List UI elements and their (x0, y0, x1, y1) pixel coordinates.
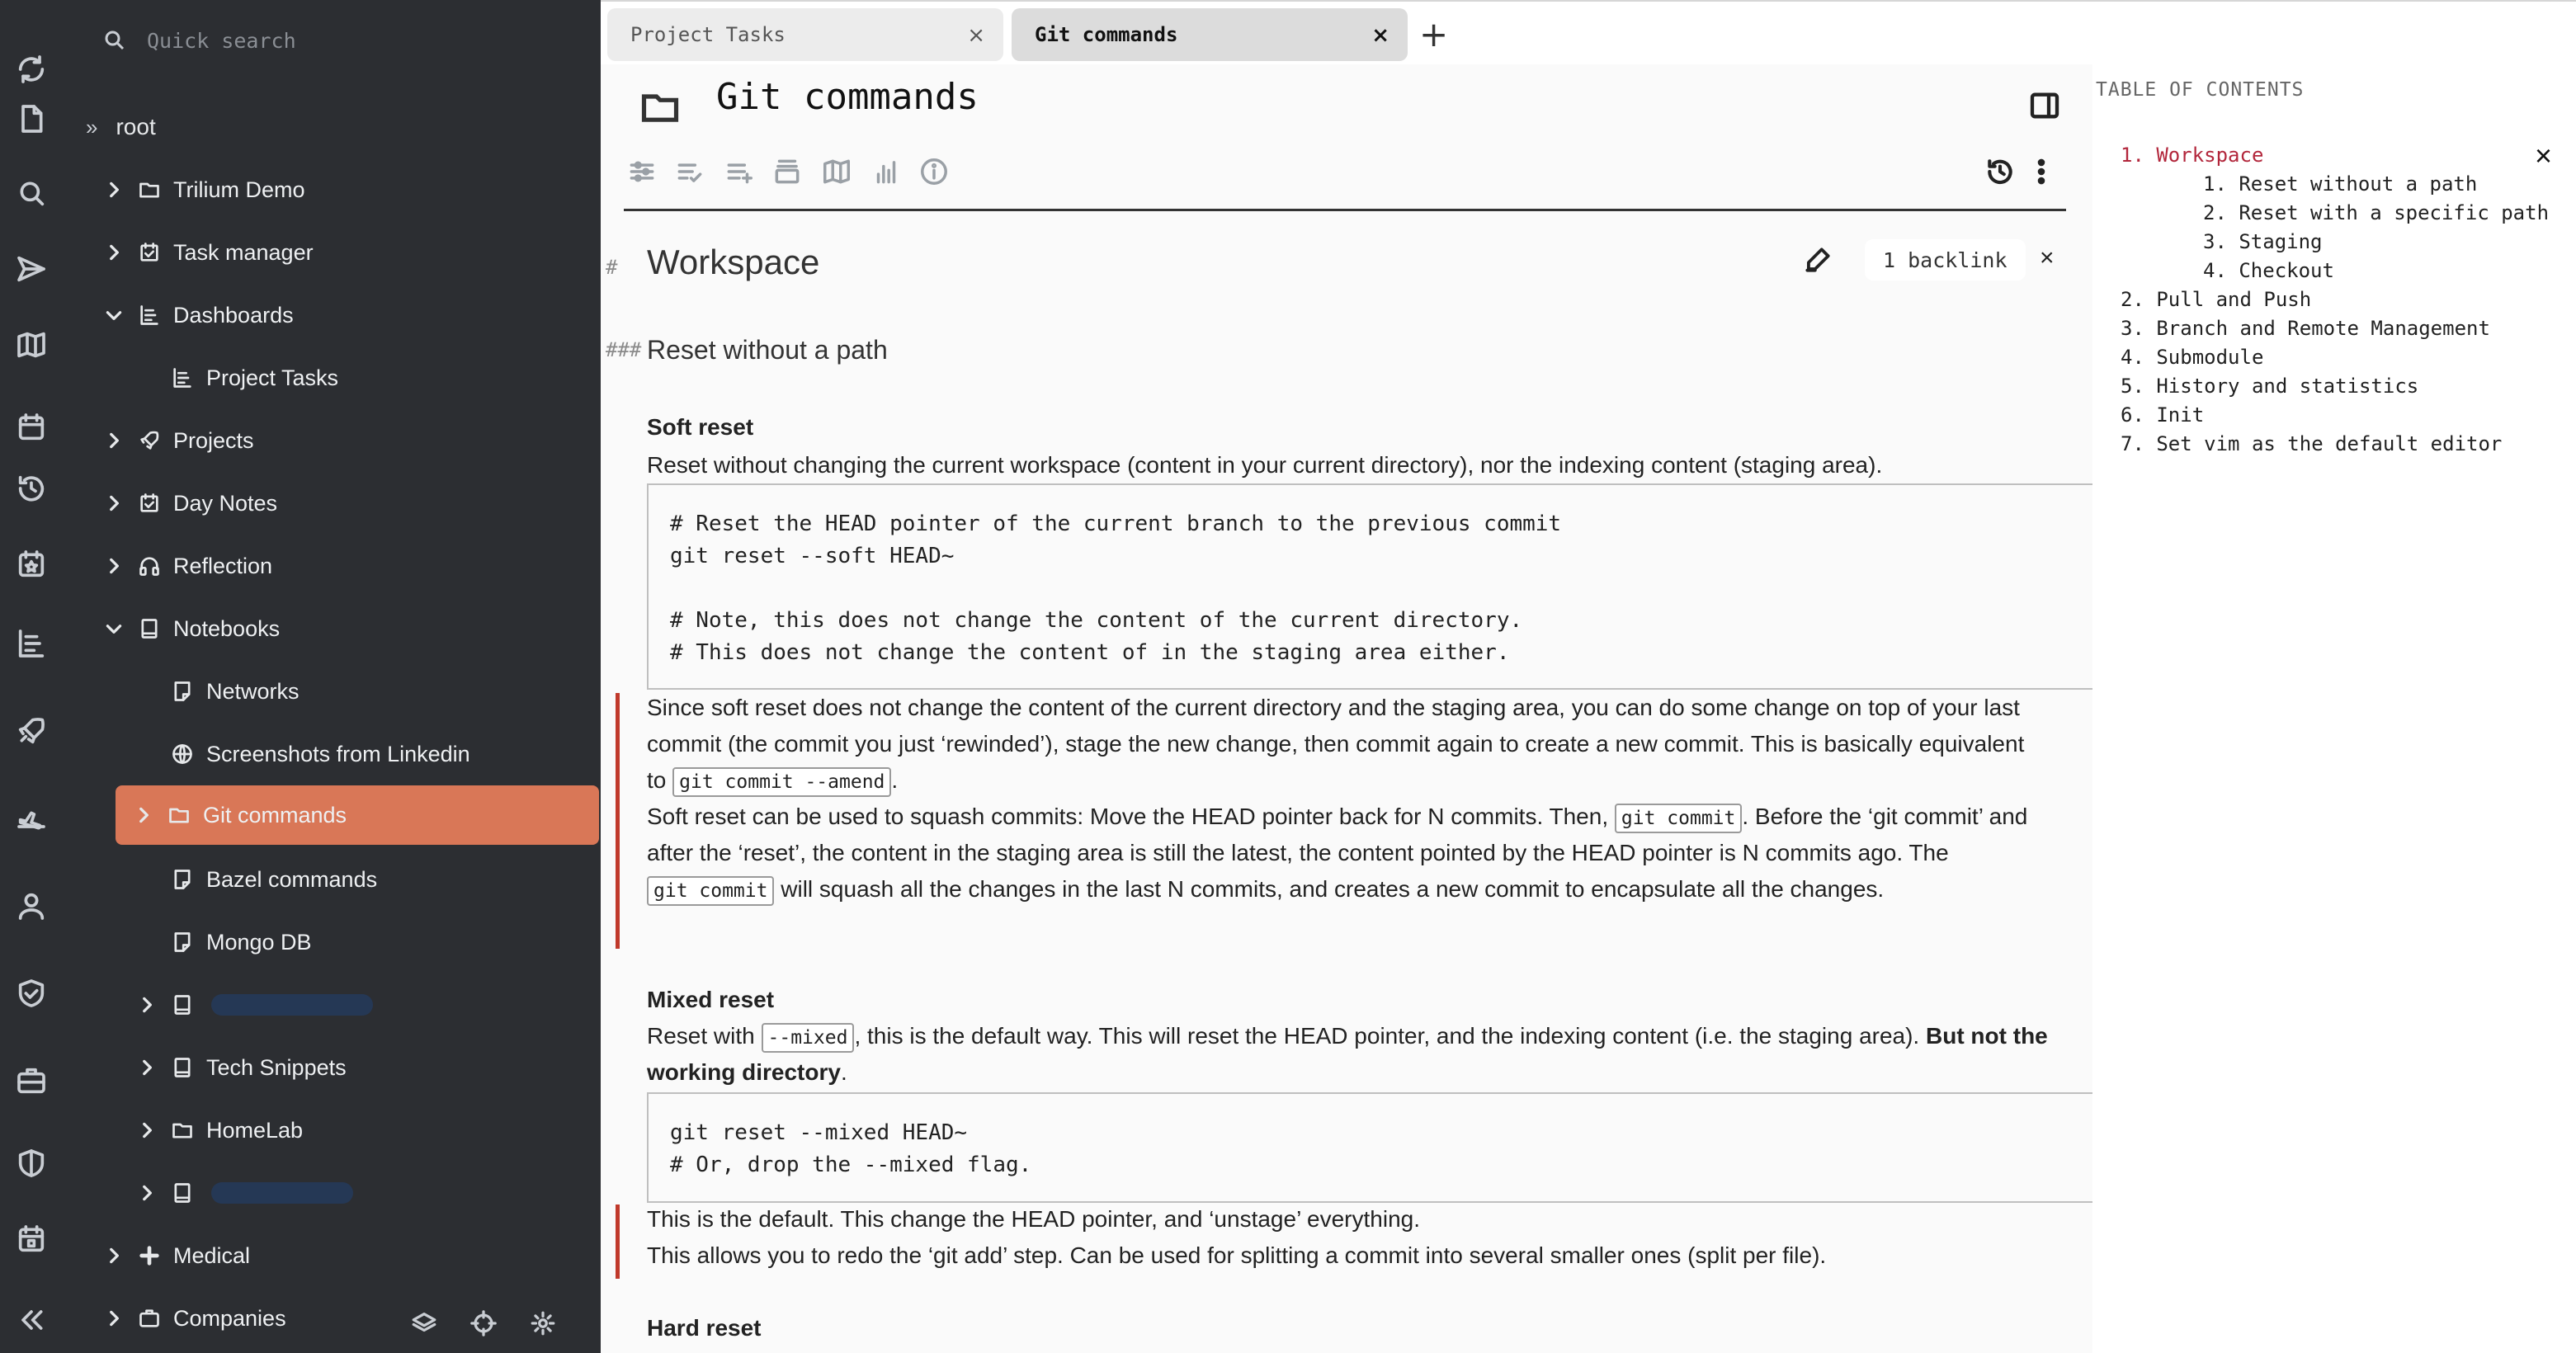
tree-item-projects[interactable] (102, 411, 254, 470)
search-icon (102, 28, 127, 53)
toc-item[interactable]: 2. Pull and Push (2121, 288, 2312, 311)
expand-chevron-icon[interactable] (135, 993, 158, 1016)
heading-soft-reset: Soft reset (647, 414, 754, 440)
tab-bar (601, 0, 2576, 64)
map-icon[interactable] (819, 153, 855, 190)
tree-item-redacted-1[interactable] (135, 975, 373, 1035)
plane-icon[interactable] (12, 799, 51, 838)
tree-item-screenshots-linkedin[interactable] (135, 724, 470, 784)
inline-code: git commit (647, 876, 774, 906)
code-block[interactable]: # Reset the HEAD pointer of the current branch to the previous commit git reset --soft HEAD~ # Note, this does not change the content of the current directory. # This does not change the content of in the staging area either. (647, 483, 2092, 690)
expand-chevron-icon[interactable] (135, 1119, 158, 1142)
inline-code: git commit --amend (672, 767, 891, 797)
collapse-chevron-icon[interactable] (102, 617, 125, 640)
calendar-today-icon[interactable] (12, 1219, 51, 1259)
expand-chevron-icon[interactable] (135, 1181, 158, 1204)
close-icon[interactable]: × (2535, 139, 2553, 172)
tree-item-label: Companies (173, 1305, 286, 1331)
tree-item-label: Bazel commands (206, 866, 378, 892)
book-icon (170, 1055, 195, 1080)
tree-item-label: Projects (173, 427, 254, 453)
inline-code: git commit (1615, 804, 1742, 833)
tree-root[interactable] (86, 112, 156, 142)
tree-item-day-notes[interactable] (102, 474, 277, 533)
close-icon[interactable]: × (2040, 244, 2055, 271)
tree-item-trilium-demo[interactable] (102, 160, 305, 219)
tree-item-networks[interactable] (135, 662, 300, 721)
more-options-icon[interactable] (2023, 153, 2059, 190)
tree-root-label: root (116, 114, 156, 139)
redacted-label (211, 994, 373, 1016)
backlink-badge[interactable]: 1 backlink (1865, 239, 2026, 280)
expand-chevron-icon[interactable] (102, 492, 125, 515)
headphones-icon (137, 554, 162, 578)
tree-item-label: Reflection (173, 553, 273, 578)
tree-item-reflection[interactable] (102, 536, 272, 596)
code-block[interactable]: git reset --mixed HEAD~ # Or, drop the --mixed flag. (647, 1092, 2092, 1203)
note-icon (170, 867, 195, 892)
heading-hard-reset: Hard reset (647, 1315, 762, 1341)
toc-heading: TABLE OF CONTENTS (2096, 79, 2305, 101)
tree-item-label: Networks (206, 678, 300, 704)
expand-chevron-icon[interactable] (102, 178, 125, 201)
folder-icon (137, 177, 162, 202)
heading-mixed-reset: Mixed reset (647, 987, 775, 1012)
quick-search[interactable] (86, 18, 581, 63)
heading-reset-without-path: Reset without a path (647, 335, 888, 365)
toc-item[interactable]: 4. Checkout (2203, 259, 2334, 282)
tree-item-redacted-2[interactable] (135, 1163, 353, 1223)
quick-search-input[interactable] (147, 29, 543, 53)
tree-item-label: Trilium Demo (173, 177, 305, 202)
collapse-sidebar-icon[interactable] (12, 1300, 51, 1340)
paragraph: Reset with --mixed , this is the default way. This will reset the HEAD pointer, and the indexing content (i.e. the staging area). But not the working directory. (647, 1023, 2048, 1085)
book-icon (170, 1181, 195, 1205)
tree-item-label: Day Notes (173, 490, 278, 516)
folder-icon (167, 803, 191, 827)
tree-item-label: Screenshots from Linkedin (206, 741, 470, 766)
tree-item-bazel-commands[interactable] (135, 850, 377, 909)
toc-item[interactable]: 1. Reset without a path (2203, 172, 2478, 196)
close-icon[interactable]: × (967, 23, 985, 48)
briefcase-icon[interactable] (12, 1061, 51, 1101)
calendar-star-icon[interactable] (12, 544, 51, 584)
expand-chevron-icon[interactable] (102, 429, 125, 452)
checklist-icon[interactable] (672, 153, 708, 190)
toc-item-workspace[interactable]: 1. Workspace (2121, 144, 2264, 167)
admonition-bar (616, 693, 620, 949)
tab-label: Project Tasks (630, 23, 786, 46)
note-content[interactable] (601, 213, 2092, 1353)
plus-icon (137, 1243, 162, 1268)
note-title[interactable]: Git commands (716, 76, 979, 118)
dashboard-icon (137, 303, 162, 328)
collapse-chevron-icon[interactable] (102, 304, 125, 327)
double-chevron-icon: » (86, 114, 98, 139)
sync-icon[interactable] (12, 50, 51, 89)
tree-item-label: Tech Snippets (206, 1054, 347, 1080)
expand-chevron-icon[interactable] (135, 1056, 158, 1079)
toc-item[interactable]: 5. History and statistics (2121, 375, 2419, 398)
toc-item[interactable]: 3. Branch and Remote Management (2121, 317, 2490, 340)
user-icon[interactable] (12, 886, 51, 926)
shield-check-icon[interactable] (12, 974, 51, 1013)
paragraph: Since soft reset does not change the content of the current directory and the staging area, you can do some change on top of your last commit (the commit you just ‘rewinded’), stage the new change, then commit again to create a new commit. This is basically equivalent to git commit --amend . (647, 690, 2050, 799)
folder-icon[interactable] (639, 86, 682, 129)
rocket-icon (137, 428, 162, 453)
new-note-icon[interactable] (12, 99, 51, 139)
edit-icon[interactable] (1802, 244, 1838, 280)
bar-chart-icon[interactable] (868, 153, 904, 190)
task-icon (137, 240, 162, 265)
book-icon (170, 992, 195, 1017)
tree-item-medical[interactable] (102, 1226, 250, 1285)
add-list-icon[interactable] (721, 153, 757, 190)
tree-item-label: Git commands (203, 802, 347, 827)
layers-icon[interactable] (408, 1307, 441, 1340)
expand-chevron-icon[interactable] (102, 1244, 125, 1267)
paragraph: This allows you to redo the ‘git add’ step. Can be used for splitting a commit into several smaller ones (split per file). (647, 1242, 1827, 1268)
dashboard-icon[interactable] (12, 624, 51, 663)
rocket-icon[interactable] (12, 711, 51, 751)
note-history-icon[interactable] (1982, 153, 2018, 190)
tree-item-label: Mongo DB (206, 929, 312, 955)
paragraph: This is the default. This change the HEAD pointer, and ‘unstage’ everything. (647, 1206, 1421, 1232)
note-tree (63, 0, 601, 1353)
note-header (601, 64, 2092, 213)
expand-chevron-icon[interactable] (102, 241, 125, 264)
tree-item-mongo-db[interactable] (135, 912, 312, 972)
redacted-label (211, 1182, 353, 1204)
book-icon (137, 616, 162, 641)
heading-marker: ### (606, 338, 642, 361)
launcher-bar (0, 0, 63, 1353)
calendar-icon[interactable] (12, 408, 51, 447)
globe-icon (170, 742, 195, 766)
expand-chevron-icon[interactable] (132, 804, 155, 827)
table-of-contents (2092, 64, 2576, 1353)
toc-item[interactable]: 6. Init (2121, 403, 2205, 427)
tab-project-tasks[interactable] (607, 8, 1003, 61)
paragraph: Soft reset can be used to squash commits: Move the HEAD pointer back for N commits. Then, git commit . Before the ‘git commit’ and after the ‘reset’, the content in the staging area is still the latest, the content pointed by the HEAD pointer is N commits ago. The git commit will squash all the changes in the last N commits, and creates a new commit to encapsulate all the changes. (647, 799, 2050, 908)
heading-workspace: Workspace (647, 243, 820, 281)
tree-item-tech-snippets[interactable] (135, 1038, 347, 1097)
search-icon[interactable] (12, 173, 51, 213)
tree-footer (63, 1295, 601, 1353)
archive-icon[interactable] (769, 153, 805, 190)
gear-icon[interactable] (526, 1307, 559, 1340)
tree-item-dashboards[interactable] (102, 285, 294, 345)
admonition-bar (616, 1204, 620, 1279)
dashboard-icon (170, 365, 195, 390)
expand-chevron-icon[interactable] (102, 554, 125, 578)
calendar-check-icon (137, 491, 162, 516)
new-tab-button[interactable]: + (1419, 14, 1449, 54)
toc-item[interactable]: 2. Reset with a specific path (2203, 201, 2550, 224)
shield-half-icon[interactable] (12, 1143, 51, 1183)
close-icon[interactable]: × (1371, 23, 1389, 48)
map-icon[interactable] (12, 325, 51, 365)
info-icon[interactable] (916, 153, 952, 190)
tree-item-label: Task manager (173, 239, 314, 265)
heading-marker: # (606, 256, 618, 279)
tree-item-project-tasks[interactable] (135, 348, 338, 408)
tree-item-task-manager[interactable] (102, 223, 314, 282)
tree-item-git-commands[interactable] (116, 785, 599, 845)
inline-code: --mixed (762, 1023, 855, 1053)
history-icon[interactable] (12, 469, 51, 508)
send-icon[interactable] (12, 249, 51, 289)
toc-item[interactable]: 4. Submodule (2121, 346, 2264, 369)
tab-label: Git commands (1035, 23, 1178, 46)
tree-item-notebooks[interactable] (102, 599, 280, 658)
toc-item[interactable]: 3. Staging (2203, 230, 2323, 253)
crosshair-icon[interactable] (467, 1307, 500, 1340)
toggle-right-pane-icon[interactable] (2028, 89, 2064, 125)
tree-item-label: Dashboards (173, 302, 294, 328)
paragraph: Reset without changing the current workspace (content in your current directory), nor the indexing content (staging area). (647, 452, 1883, 478)
tree-item-label: HomeLab (206, 1117, 304, 1143)
ribbon-toolbar (624, 148, 2066, 211)
note-icon (170, 930, 195, 955)
tree-item-label: Notebooks (173, 615, 281, 641)
folder-icon (170, 1118, 195, 1143)
tree-item-label: Project Tasks (206, 365, 339, 390)
tab-git-commands[interactable] (1012, 8, 1408, 61)
toc-item[interactable]: 7. Set vim as the default editor (2121, 432, 2503, 455)
tree-item-homelab[interactable] (135, 1101, 303, 1160)
note-icon (170, 679, 195, 704)
properties-icon[interactable] (624, 153, 660, 190)
tree-item-label: Medical (173, 1242, 251, 1268)
